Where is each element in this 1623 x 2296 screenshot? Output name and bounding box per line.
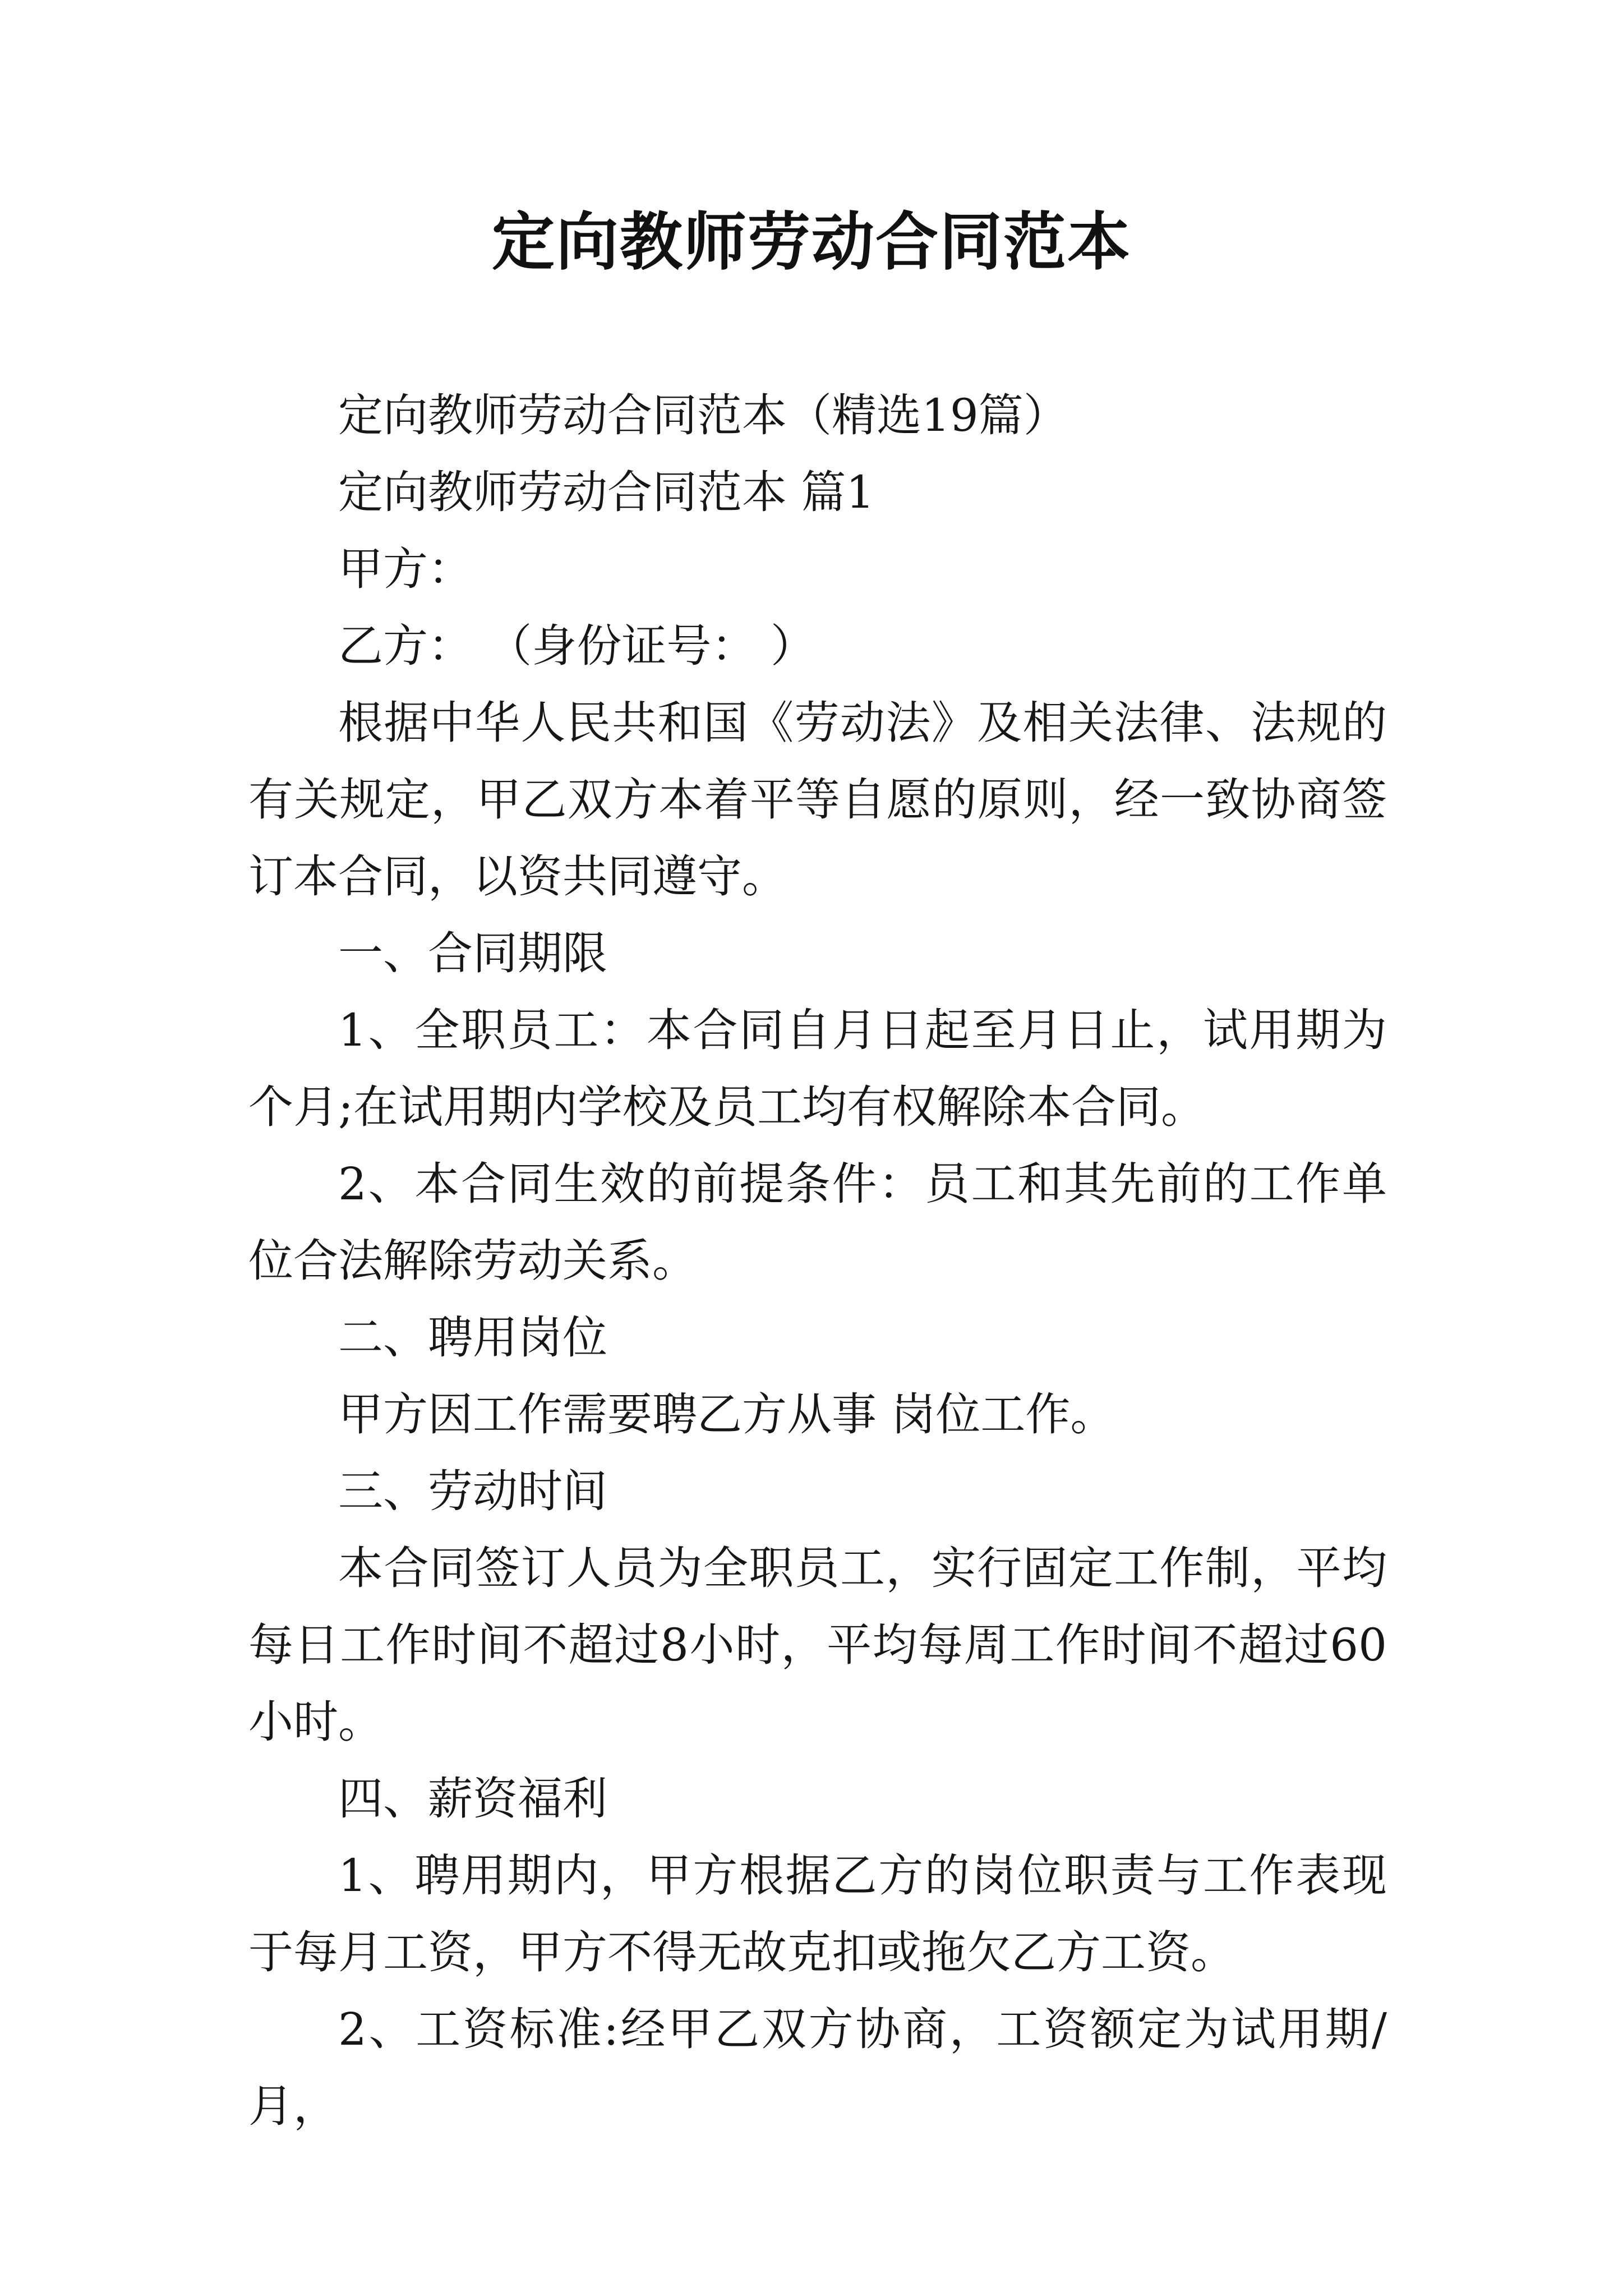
clause-hours-text: 本合同签订人员为全职员工，实行固定工作制，平均每日工作时间不超过8小时，平均每周工作时间不超过60小时。 <box>248 1542 1387 1748</box>
clause-position-text: 甲方因工作需要聘乙方从事 岗位工作。 <box>338 1388 1115 1441</box>
section-heading-part1: 定向教师劳动合同范本 篇1 <box>338 466 875 518</box>
subtitle-paragraph: 定向教师劳动合同范本（精选19篇） <box>338 389 1068 441</box>
document-body <box>248 377 1387 2145</box>
clause-heading-hours: 三、劳动时间 <box>338 1465 607 1517</box>
document-title: 定向教师劳动合同范本 <box>492 205 1131 279</box>
party-a-line: 甲方： <box>338 543 473 595</box>
clause-heading-term: 一、合同期限 <box>338 927 607 979</box>
preamble-paragraph: 根据中华人民共和国《劳动法》及相关法律、法规的有关规定，甲乙双方本着平等自愿的原则，经一致协商签订本合同，以资共同遵守。 <box>248 697 1387 903</box>
clause-heading-salary: 四、薪资福利 <box>338 1773 607 1825</box>
clause-term-item-1: 1、全职员工：本合同自月日起至月日止，试用期为 个月;在试用期内学校及员工均有权解除本合同。 <box>248 1004 1387 1133</box>
clause-salary-item-1: 1、聘用期内，甲方根据乙方的岗位职责与工作表现于每月工资，甲方不得无故克扣或拖欠乙方工资。 <box>248 1849 1387 1978</box>
clause-salary-item-2: 2、工资标准:经甲乙双方协商，工资额定为试用期/月， <box>248 2003 1387 2132</box>
party-b-line: 乙方： （身份证号： ） <box>338 620 815 672</box>
clause-heading-position: 二、聘用岗位 <box>338 1312 607 1364</box>
clause-term-item-2: 2、本合同生效的前提条件：员工和其先前的工作单位合法解除劳动关系。 <box>248 1158 1387 1287</box>
